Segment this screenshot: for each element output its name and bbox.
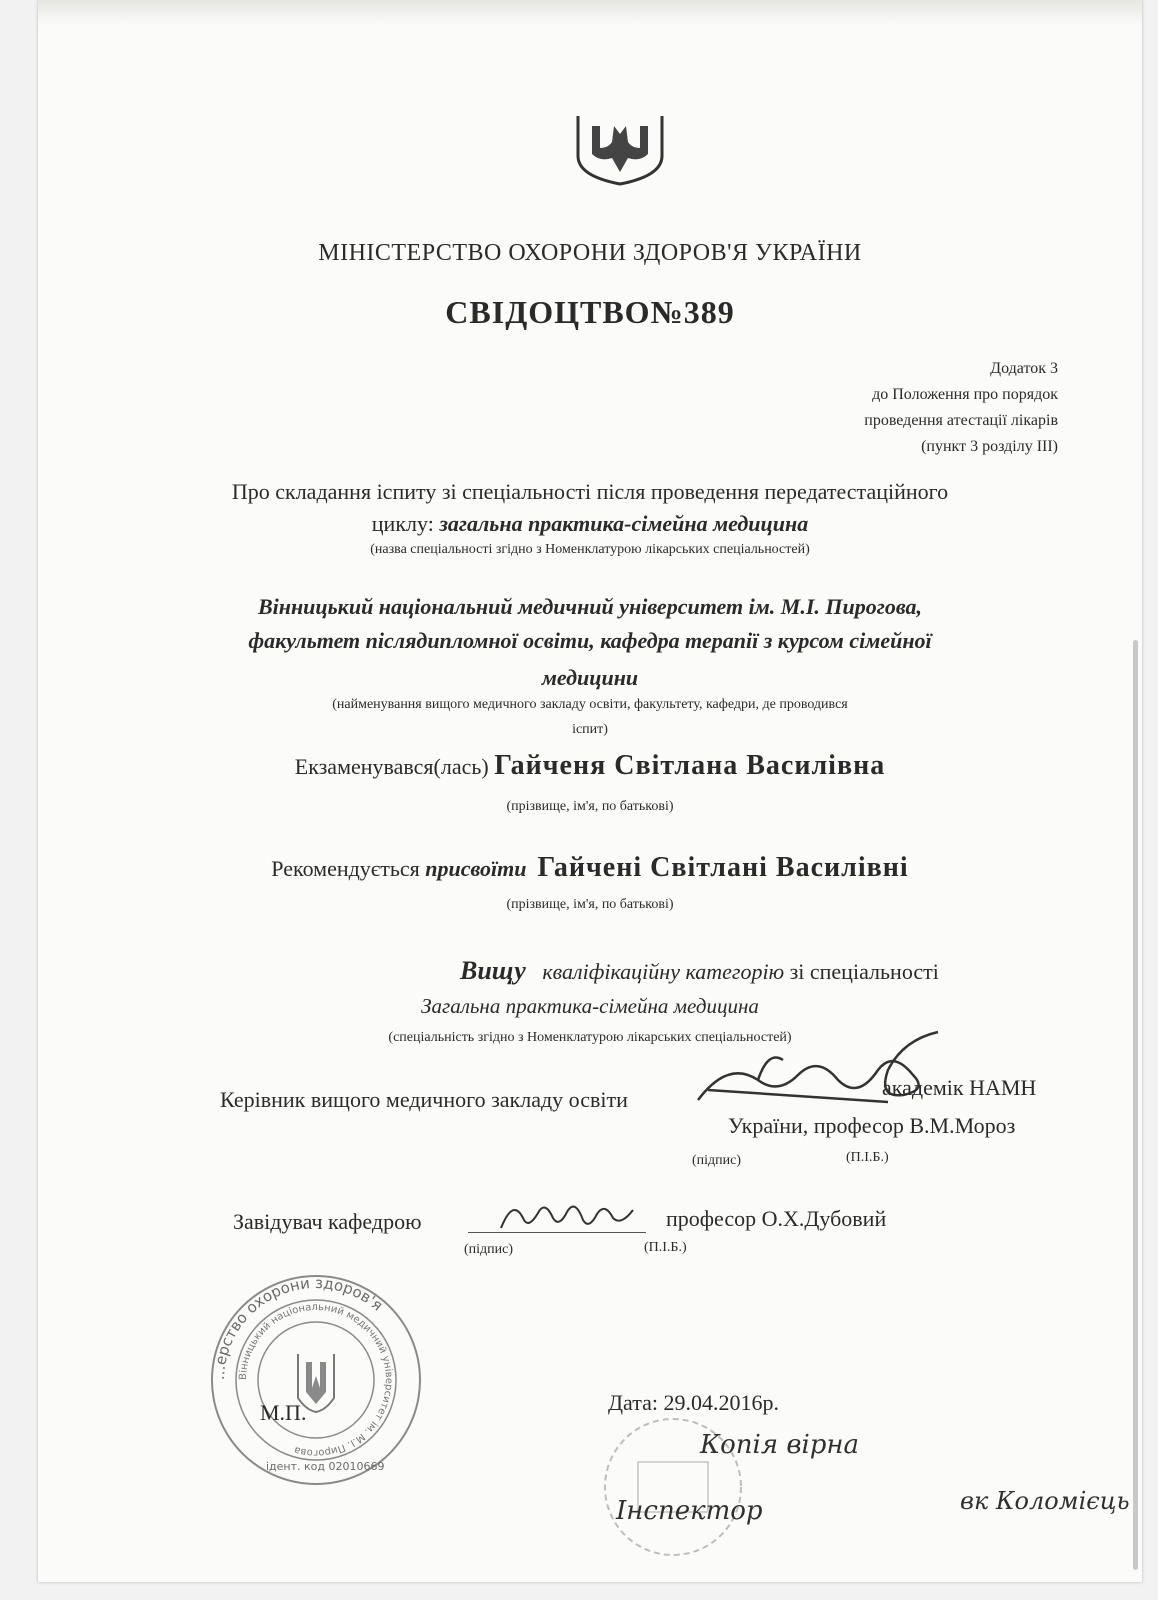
name-label: (П.І.Б.) bbox=[644, 1240, 687, 1255]
institution-note: іспит) bbox=[572, 722, 608, 737]
category-level: Вищу bbox=[460, 956, 526, 985]
category-rest: зі спеціальності bbox=[784, 959, 939, 984]
category-line bbox=[460, 956, 939, 986]
category-text: кваліфікаційну категорію bbox=[542, 959, 785, 984]
official-seal-icon bbox=[206, 1270, 426, 1490]
issue-date: Дата: 29.04.2016р. bbox=[608, 1390, 779, 1415]
seal-inner-text: Вінницький національний медичний університет ім. М.І. Пирогова bbox=[237, 1301, 395, 1459]
examined-label: Екзаменувався(лась) bbox=[294, 754, 495, 779]
head-label: Керівник вищого медичного закладу освіти bbox=[220, 1087, 628, 1112]
specialty-note: (назва спеціальності згідно з Номенклатурою лікарських спеціальностей) bbox=[370, 542, 810, 557]
annex-line: Додаток 3 bbox=[990, 360, 1058, 377]
recommend-label: Рекомендується bbox=[271, 856, 426, 881]
name-label: (П.І.Б.) bbox=[846, 1150, 889, 1165]
coat-of-arms-icon bbox=[570, 112, 670, 186]
head-of-department-signature-icon bbox=[493, 1188, 643, 1238]
exam-cycle-label: циклу: bbox=[371, 511, 440, 536]
examined-note: (прізвище, ім'я, по батькові) bbox=[506, 799, 674, 814]
exam-cycle bbox=[38, 511, 1142, 537]
annex-line: до Положення про порядок bbox=[872, 386, 1058, 403]
ministry-name: МІНІСТЕРСТВО ОХОРОНИ ЗДОРОВ'Я УКРАЇНИ bbox=[318, 240, 862, 266]
category-specialty: Загальна практика-сімейна медицина bbox=[421, 994, 759, 1018]
institution-line: Вінницький національний медичний університет ім. М.І. Пирогова, bbox=[257, 594, 923, 619]
examined-name: Гайченя Світлана Василівна bbox=[494, 750, 886, 781]
head-title: академік НАМН bbox=[882, 1075, 1037, 1100]
certificate-page bbox=[38, 0, 1142, 1582]
annex-line: (пункт 3 розділу ІІІ) bbox=[921, 438, 1058, 455]
copy-certified-note: Копія вірна bbox=[700, 1430, 860, 1460]
exam-specialty: загальна практика-сімейна медицина bbox=[439, 511, 809, 536]
department-label: Завідувач кафедрою bbox=[233, 1209, 422, 1234]
certificate-title: СВІДОЦТВО№389 bbox=[445, 294, 735, 330]
exam-statement: Про складання іспиту зі спеціальності після проведення передатестаційного bbox=[231, 479, 949, 504]
annex-reference bbox=[864, 356, 1058, 460]
department-head-name: професор О.Х.Дубовий bbox=[666, 1206, 887, 1231]
seal-place: М.П. bbox=[260, 1400, 307, 1425]
recommend-name: Гайчені Світлані Василівні bbox=[537, 852, 909, 883]
recommend-line bbox=[38, 852, 1142, 884]
recommend-verb: присвоїти bbox=[425, 856, 527, 881]
category-note: (спеціальність згідно з Номенклатурою лікарських спеціальностей) bbox=[388, 1030, 792, 1045]
institution-note: (найменування вищого медичного закладу освіти, факультету, кафедри, де проводився bbox=[332, 697, 848, 712]
institution-line: факультет післядипломної освіти, кафедра терапії з курсом сімейної bbox=[248, 628, 932, 653]
copy-inspector-name: вк Коломієць bbox=[960, 1487, 1130, 1515]
examined-line bbox=[38, 750, 1142, 782]
annex-line: проведення атестації лікарів bbox=[864, 412, 1058, 429]
rector-signature-icon bbox=[688, 1020, 958, 1120]
paper-fold-shadow bbox=[38, 0, 1142, 26]
head-name: України, професор В.М.Мороз bbox=[728, 1113, 1016, 1138]
recommend-note: (прізвище, ім'я, по батькові) bbox=[506, 897, 674, 912]
signature-label: (підпис) bbox=[692, 1153, 742, 1168]
seal-outer-text: ...ерство охорони здоров'я bbox=[209, 1273, 387, 1381]
seal-code: ідент. код 02010669 bbox=[266, 1460, 385, 1473]
institution-line: медицини bbox=[541, 665, 639, 690]
copy-inspector-note: Інспектор bbox=[616, 1496, 763, 1526]
signature-label: (підпис) bbox=[464, 1242, 514, 1257]
